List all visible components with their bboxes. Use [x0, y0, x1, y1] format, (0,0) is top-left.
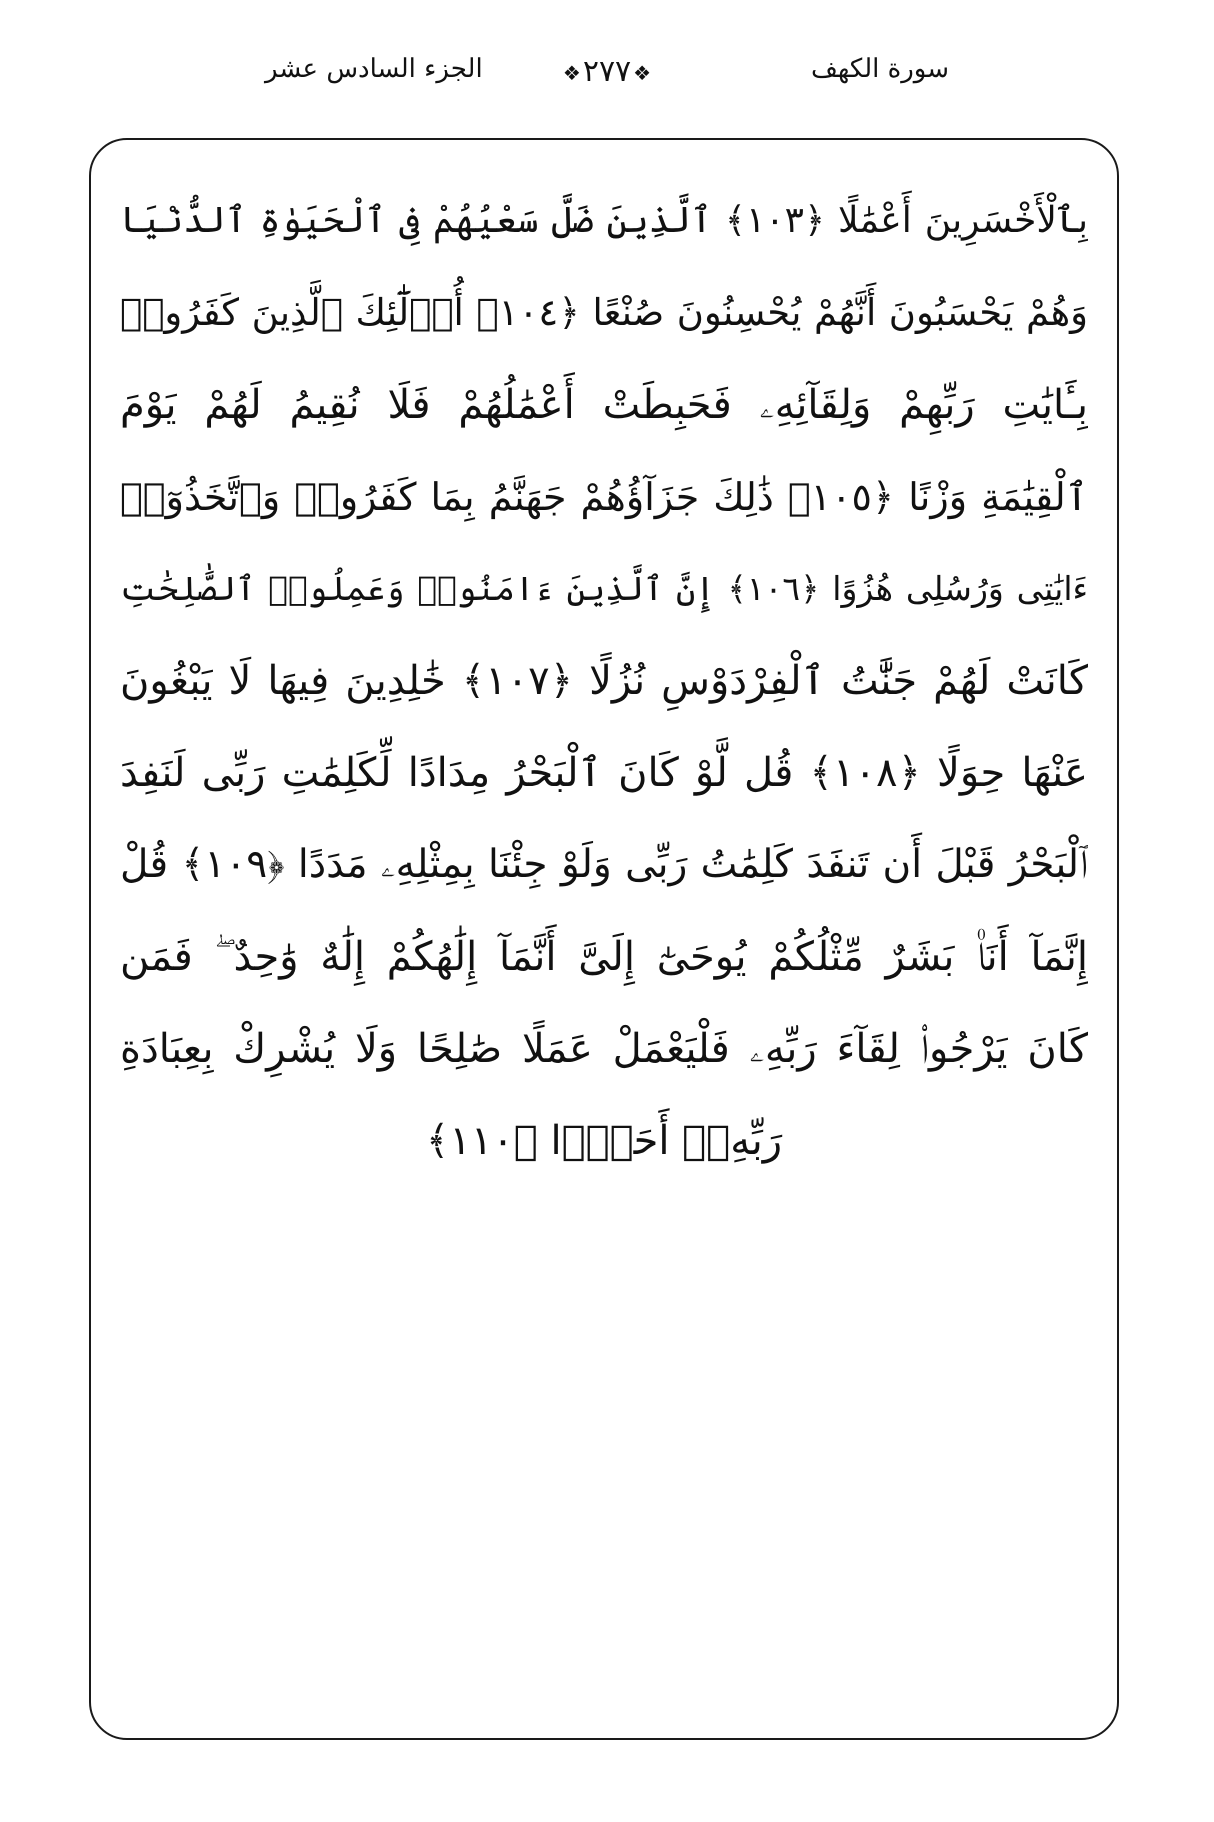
juz-title: الجزء السادس عشر	[265, 54, 483, 84]
text-line-8: ٱلْبَحْرُ قَبْلَ أَن تَنفَدَ كَلِمَٰتُ رَبِّى وَلَوْ جِئْنَا بِمِثْلِهِۦ مَدَدًا ﴿١٠٩﴾ قُلْ	[120, 842, 1088, 887]
text-line-7: عَنْهَا حِوَلًا ﴿١٠٨﴾ قُل لَّوْ كَانَ ٱلْبَحْرُ مِدَادًا لِّكَلِمَٰتِ رَبِّى لَنَفِدَ	[120, 750, 1088, 796]
text-line-10: كَانَ يَرْجُوا۟ لِقَآءَ رَبِّهِۦ فَلْيَعْمَلْ عَمَلًا صَٰلِحًا وَلَا يُشْرِكْ بِعِبَادَةِ	[120, 1026, 1088, 1072]
ornament-left-icon: ❖	[562, 61, 581, 85]
page-header	[0, 46, 1214, 106]
text-line-3: بِـَٔايَٰتِ رَبِّهِمْ وَلِقَآئِهِۦ فَحَبِطَتْ أَعْمَٰلُهُمْ فَلَا نُقِيمُ لَهُمْ يَوْمَ	[120, 382, 1088, 428]
surah-title: سورة الكهف	[810, 54, 949, 84]
page-number: ٢٧٧	[582, 54, 632, 89]
quran-text-block	[120, 175, 1088, 1187]
ornament-right-icon: ❖	[633, 61, 652, 85]
text-line-2: وَهُمْ يَحْسَبُونَ أَنَّهُمْ يُحْسِنُونَ صُنْعًا ﴿١٠٤﴾ أُو۟لَٰٓئِكَ ٱلَّذِينَ كَفَرُوا۟	[120, 291, 1088, 334]
text-line-5: ءَايَٰتِى وَرُسُلِى هُزُوًا ﴿١٠٦﴾ إِنَّ ٱلَّذِينَ ءَامَنُوا۟ وَعَمِلُوا۟ ٱلصَّٰلِحَٰتِ	[120, 569, 1088, 608]
text-line-11: رَبِّهِۦٓ أَحَدًۢا ﴿١١٠﴾	[425, 1118, 783, 1164]
text-line-1: بِٱلْأَخْسَرِينَ أَعْمَٰلًا ﴿١٠٣﴾ ٱلَّذِينَ ضَلَّ سَعْيُهُمْ فِى ٱلْحَيَوٰةِ ٱلدُّنْيَا	[120, 200, 1088, 241]
text-line-9: إِنَّمَآ أَنَا۠ بَشَرٌ مِّثْلُكُمْ يُوحَىٰٓ إِلَىَّ أَنَّمَآ إِلَٰهُكُمْ إِلَٰهٌ وَٰحِدٌ ۖ فَمَن	[120, 934, 1088, 980]
text-line-4: ٱلْقِيَٰمَةِ وَزْنًا ﴿١٠٥﴾ ذَٰلِكَ جَزَآؤُهُمْ جَهَنَّمُ بِمَا كَفَرُوا۟ وَٱتَّخَذُوٓا۟	[120, 475, 1088, 519]
page-number-group	[0, 54, 1214, 89]
text-line-6: كَانَتْ لَهُمْ جَنَّٰتُ ٱلْفِرْدَوْسِ نُزُلًا ﴿١٠٧﴾ خَٰلِدِينَ فِيهَا لَا يَبْغُونَ	[120, 658, 1088, 704]
